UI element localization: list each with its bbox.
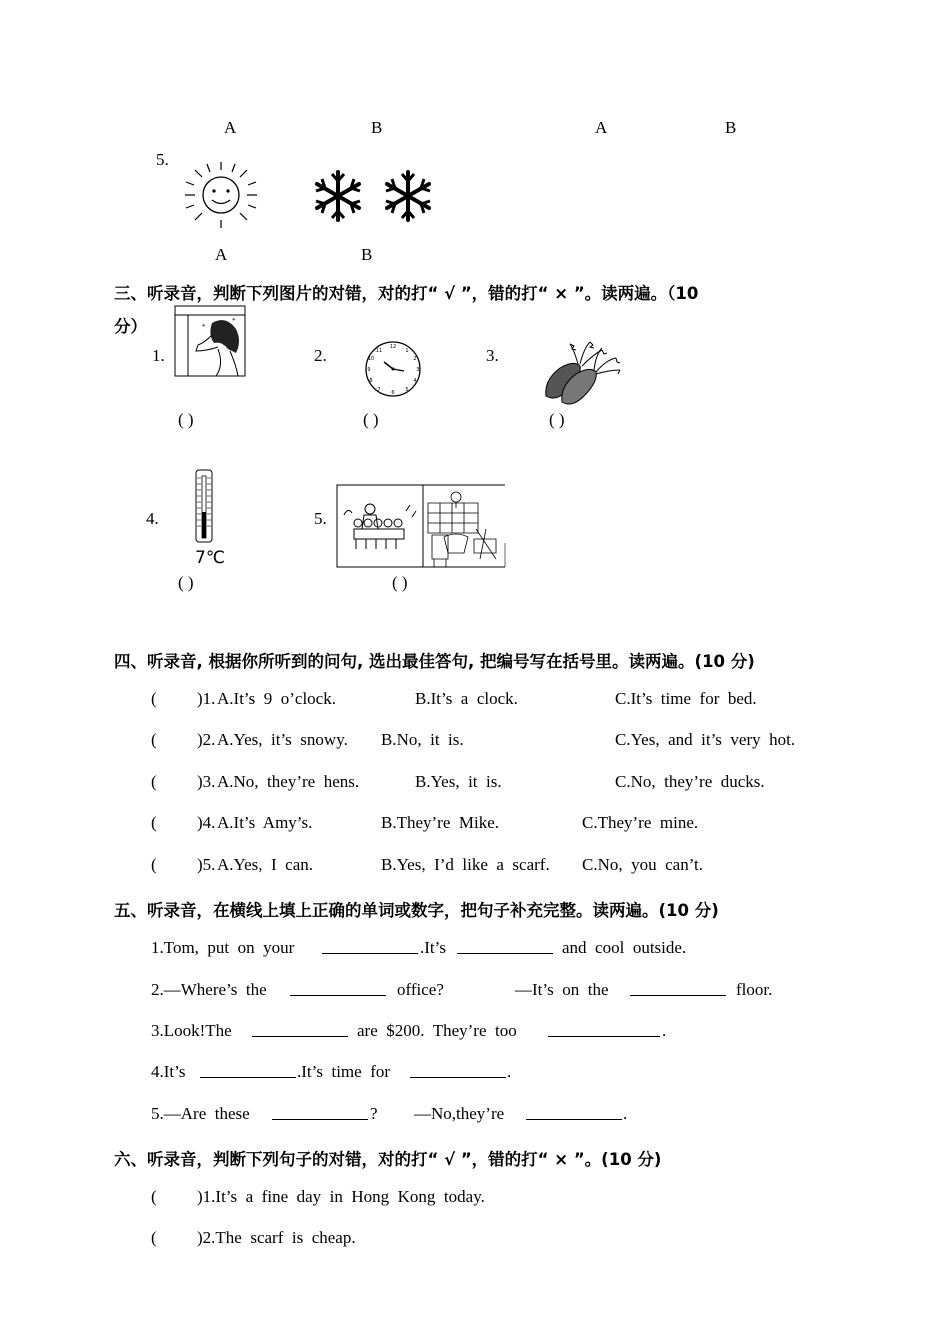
blank-line[interactable] — [272, 1119, 368, 1120]
answer-paren[interactable]: ( — [151, 1228, 157, 1247]
sentence-part: 5.—Are these — [151, 1104, 250, 1123]
answer-paren[interactable]: ( ) — [178, 573, 194, 592]
blank-line[interactable] — [410, 1077, 506, 1078]
svg-text:10: 10 — [367, 356, 375, 362]
option-c: C.No, you can’t. — [582, 855, 704, 874]
item-number: 2. — [314, 346, 327, 365]
svg-text:12: 12 — [389, 344, 397, 350]
option-a: A.Yes, it’s snowy. — [217, 730, 348, 749]
sentence-part: and cool outside. — [562, 938, 687, 957]
question-number: )5. — [197, 855, 216, 874]
sentence-part: .It’s time for — [297, 1062, 391, 1081]
thermometer-icon — [186, 468, 222, 550]
snowflake-icon — [382, 170, 434, 222]
sentence-part: . — [507, 1062, 512, 1081]
answer-paren[interactable]: ( — [151, 689, 157, 708]
answer-paren[interactable]: ( ) — [549, 410, 565, 429]
option-c: C.They’re mine. — [582, 813, 699, 832]
sentence-part: 3.Look!The — [151, 1021, 232, 1040]
label-a: A — [224, 118, 237, 137]
statement: )2.The scarf is cheap. — [197, 1228, 356, 1247]
svg-text:9: 9 — [367, 367, 371, 373]
temperature-label: 7℃ — [195, 548, 225, 568]
item-number: 4. — [146, 509, 159, 528]
section-title: 三、听录音，判断下列图片的对错，对的打“ √ ”，错的打“ × ”。读两遍。（10 — [114, 284, 699, 303]
option-b: B.Yes, it is. — [415, 772, 502, 791]
option-b: B.Yes, I’d like a scarf. — [381, 855, 550, 874]
question-number: )1. — [197, 689, 216, 708]
answer-paren[interactable]: ( — [151, 1187, 157, 1206]
sentence-part: .It’s — [420, 938, 446, 957]
sentence-part: —It’s on the — [515, 980, 609, 999]
item-number: 1. — [152, 346, 165, 365]
blank-line[interactable] — [290, 995, 386, 996]
section-title: 五、听录音，在横线上填上正确的单词或数字，把句子补充完整。读两遍。(10 分) — [114, 901, 719, 920]
item-number: 5. — [314, 509, 327, 528]
answer-paren[interactable]: ( ) — [178, 410, 194, 429]
answer-paren[interactable]: ( — [151, 813, 157, 832]
sentence-part: 1.Tom, put on your — [151, 938, 295, 957]
blank-line[interactable] — [457, 953, 553, 954]
sentence-part: . — [662, 1021, 667, 1040]
snowflake-icon — [312, 170, 364, 222]
question-number: )4. — [197, 813, 216, 832]
sentence-part: are $200. They’re too — [357, 1021, 517, 1040]
label-b: B — [371, 118, 383, 137]
sentence-part: 4.It’s — [151, 1062, 186, 1081]
option-b: B.They’re Mike. — [381, 813, 500, 832]
option-c: C.It’s time for bed. — [615, 689, 757, 708]
blank-line[interactable] — [322, 953, 418, 954]
music-and-art-classroom-picture — [336, 483, 506, 569]
sentence-part: floor. — [736, 980, 773, 999]
section-title: 四、听录音, 根据你所听到的问句, 选出最佳答句, 把编号写在括号里。读两遍。(10 分) — [114, 652, 755, 671]
question-number: )2. — [197, 730, 216, 749]
blank-line[interactable] — [526, 1119, 622, 1120]
svg-text:1: 1 — [405, 348, 409, 354]
option-a: A.It’s 9 o’clock. — [217, 689, 336, 708]
option-a: A.No, they’re hens. — [217, 772, 360, 791]
svg-text:*: * — [202, 323, 206, 331]
blank-line[interactable] — [200, 1077, 296, 1078]
svg-text:4: 4 — [413, 378, 417, 384]
svg-text:7: 7 — [377, 387, 381, 393]
answer-paren[interactable]: ( — [151, 772, 157, 791]
sentence-part: 2.—Where’s the — [151, 980, 267, 999]
svg-text:6: 6 — [391, 390, 395, 396]
label-a: A — [595, 118, 608, 137]
svg-text:11: 11 — [375, 348, 383, 354]
carrots-picture — [540, 340, 624, 406]
sentence-part: office? — [397, 980, 444, 999]
sentence-part: ? — [370, 1104, 378, 1123]
label-a: A — [215, 245, 228, 264]
svg-text:3: 3 — [416, 367, 420, 373]
answer-paren[interactable]: ( — [151, 855, 157, 874]
svg-text:2: 2 — [413, 356, 417, 362]
section-title: 六、听录音，判断下列句子的对错，对的打“ √ ”，错的打“ × ”。(10 分) — [114, 1150, 662, 1169]
label-b: B — [361, 245, 373, 264]
clock-icon — [364, 340, 422, 398]
sun-icon — [183, 160, 263, 230]
svg-text:*: * — [232, 317, 236, 325]
answer-paren[interactable]: ( ) — [363, 410, 379, 429]
svg-text:5: 5 — [405, 387, 409, 393]
girl-at-window-picture — [174, 305, 246, 377]
sentence-part: . — [623, 1104, 628, 1123]
question-number: )3. — [197, 772, 216, 791]
sentence-part: —No,they’re — [414, 1104, 505, 1123]
option-c: C.Yes, and it’s very hot. — [615, 730, 796, 749]
answer-paren[interactable]: ( — [151, 730, 157, 749]
option-a: A.It’s Amy’s. — [217, 813, 313, 832]
blank-line[interactable] — [630, 995, 726, 996]
blank-line[interactable] — [252, 1036, 348, 1037]
answer-paren[interactable]: ( ) — [392, 573, 408, 592]
svg-text:8: 8 — [369, 378, 373, 384]
blank-line[interactable] — [548, 1036, 660, 1037]
option-b: B.It’s a clock. — [415, 689, 518, 708]
option-a: A.Yes, I can. — [217, 855, 314, 874]
label-b: B — [725, 118, 737, 137]
item-number: 3. — [486, 346, 499, 365]
question-number: 5. — [156, 150, 169, 169]
statement: )1.It’s a fine day in Hong Kong today. — [197, 1187, 485, 1206]
section-title-cont: 分） — [114, 317, 147, 336]
option-c: C.No, they’re ducks. — [615, 772, 765, 791]
option-b: B.No, it is. — [381, 730, 464, 749]
